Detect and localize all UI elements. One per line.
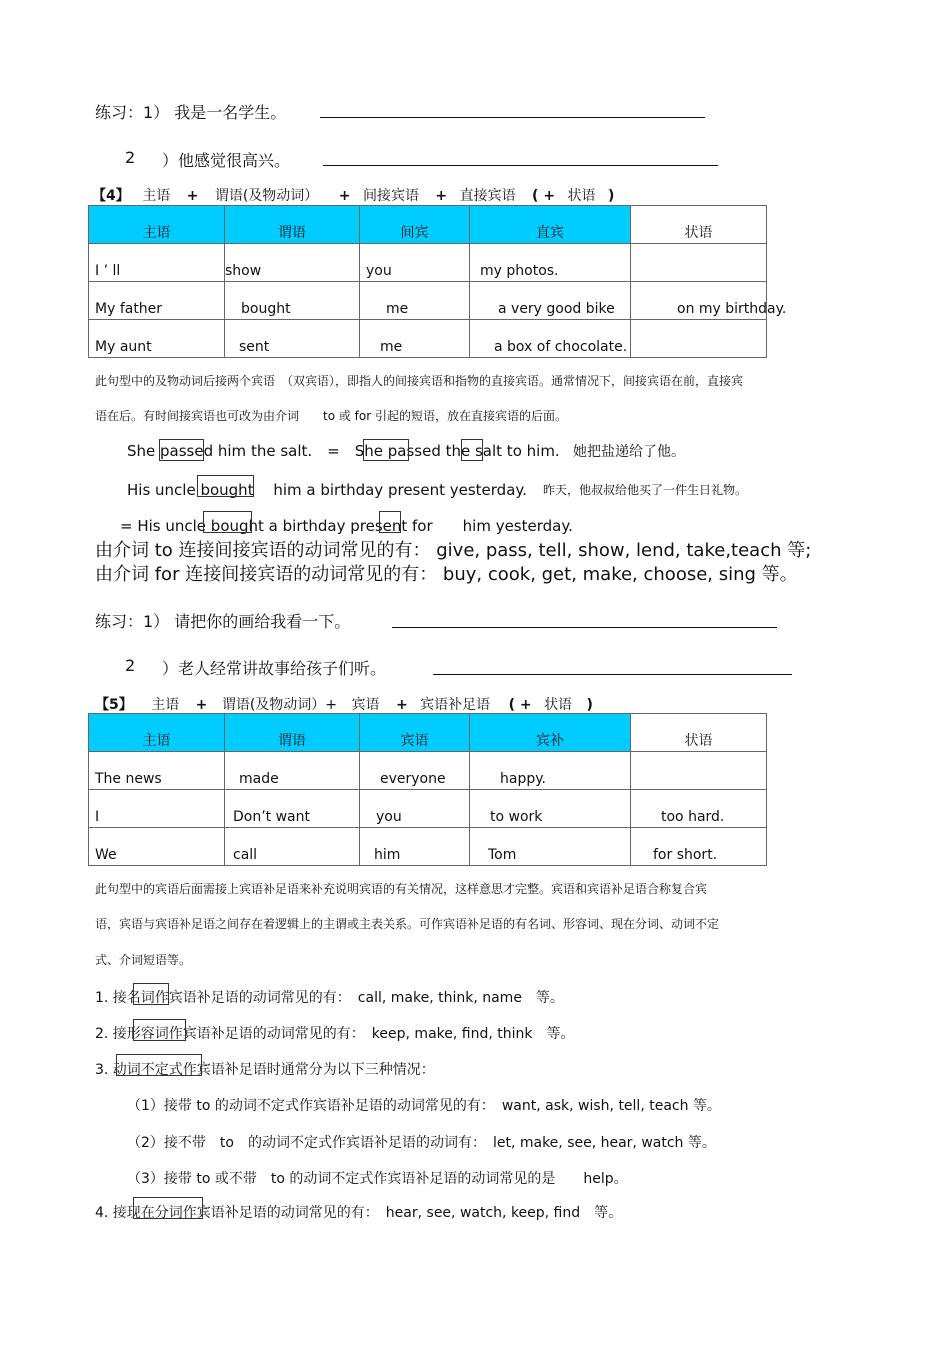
- heading-part: +: [186, 188, 199, 204]
- heading-part: 宾语: [351, 697, 380, 713]
- pattern-5-description-line: 式、介词短语等。: [95, 953, 192, 967]
- table-row: [89, 752, 767, 790]
- example-sentence-b: His uncle bought him a birthday present yesterday.: [127, 481, 527, 499]
- heading-part: 谓语(及物动词）+: [221, 697, 338, 713]
- header-cell: 主语: [89, 714, 225, 752]
- heading-part: 宾语补足语: [420, 697, 491, 713]
- table-cell: My father: [89, 282, 225, 320]
- highlight-box: [133, 983, 169, 1005]
- pattern-5-description-line: 此句型中的宾语后面需接上宾语补足语来补充说明宾语的有关情况，这样意思才完整。宾语和宾语补足语合称复合宾: [95, 882, 708, 896]
- table-cell: for short.: [631, 828, 767, 866]
- table-cell: to work: [470, 790, 631, 828]
- exercise-1-question-2: ）他感觉很高兴。: [162, 151, 291, 170]
- answer-blank[interactable]: [392, 627, 777, 628]
- exercise-1-question-2-number: 2: [125, 148, 136, 167]
- pattern-5-heading: [95, 694, 593, 714]
- heading-part: 间接宾语: [362, 188, 419, 204]
- table-cell: you: [360, 790, 470, 828]
- highlight-box: [203, 511, 252, 533]
- table-cell: call: [225, 828, 360, 866]
- heading-part: 主语: [151, 697, 180, 713]
- rule-sub-item: （2）接不带 to 的动词不定式作宾语补足语的动词有： let, make, see, hear, watch 等。: [127, 1135, 716, 1151]
- heading-part: ( +: [508, 697, 532, 713]
- pattern-5-table: [88, 713, 767, 866]
- table-cell: made: [225, 752, 360, 790]
- heading-part: 【4】: [92, 188, 130, 204]
- table-cell: too hard.: [631, 790, 767, 828]
- header-cell: 谓语: [225, 206, 360, 244]
- example-sentence-b-translation: 昨天，他叔叔给他买了一件生日礼物。: [543, 483, 748, 497]
- table-cell: [631, 752, 767, 790]
- highlight-box: [159, 439, 204, 461]
- for-verb-list: 由介词 for 连接间接宾语的动词常见的有： buy, cook, get, make, choose, sing 等。: [95, 564, 798, 585]
- heading-part: 谓语(及物动词）: [214, 188, 319, 204]
- table-row: [89, 320, 767, 358]
- header-cell: 状语: [631, 714, 767, 752]
- header-cell: 谓语: [225, 714, 360, 752]
- rule-item: 1. 接名词作宾语补足语的动词常见的有： call, make, think, name 等。: [95, 990, 564, 1006]
- header-cell: 宾补: [470, 714, 631, 752]
- table-cell: My aunt: [89, 320, 225, 358]
- header-cell: 间宾: [360, 206, 470, 244]
- exercise-2-question-1: 练习：1） 请把你的画给我看一下。: [95, 612, 351, 631]
- highlight-box: [461, 439, 483, 461]
- header-cell: 宾语: [360, 714, 470, 752]
- table-cell: Don’t want: [225, 790, 360, 828]
- heading-part: 主语: [142, 188, 171, 204]
- table-row: [89, 244, 767, 282]
- pattern-4-table: [88, 205, 787, 358]
- highlight-box: [363, 439, 409, 461]
- table-header-row: [89, 714, 767, 752]
- heading-part: 状语: [544, 697, 573, 713]
- table-cell: him: [360, 828, 470, 866]
- heading-part: ): [586, 697, 593, 713]
- table-cell: The news: [89, 752, 225, 790]
- answer-blank[interactable]: [323, 165, 718, 166]
- highlight-box: [197, 475, 254, 497]
- header-cell: 状语: [631, 206, 767, 244]
- header-cell: 主语: [89, 206, 225, 244]
- example-sentence-c: = His uncle bought a birthday present for him yesterday.: [120, 517, 573, 535]
- heading-part: 直接宾语: [459, 188, 516, 204]
- table-cell: you: [360, 244, 470, 282]
- heading-part: +: [195, 697, 208, 713]
- table-cell: bought: [225, 282, 360, 320]
- table-cell: I: [89, 790, 225, 828]
- example-sentence-a-translation: 她把盐递给了他。: [573, 444, 685, 460]
- highlight-box: [133, 1197, 203, 1219]
- table-row: [89, 828, 767, 866]
- exercise-1-question-1: 练习：1） 我是一名学生。: [95, 103, 287, 122]
- exercise-2-question-2-number: 2: [125, 656, 136, 675]
- table-cell: happy.: [470, 752, 631, 790]
- table-cell: We: [89, 828, 225, 866]
- table-cell: me: [360, 282, 470, 320]
- pattern-4-description-line: 语在后。有时间接宾语也可改为由介词 to 或 for 引起的短语，放在直接宾语的后面。: [95, 409, 567, 423]
- table-cell: a very good bike: [470, 282, 631, 320]
- table-cell: everyone: [360, 752, 470, 790]
- table-cell: sent: [225, 320, 360, 358]
- table-cell: [631, 244, 767, 282]
- heading-part: 状语: [567, 188, 596, 204]
- table-cell: on my birthday.: [631, 282, 767, 320]
- exercise-2-question-2: ）老人经常讲故事给孩子们听。: [162, 659, 387, 678]
- heading-part: ): [607, 188, 615, 204]
- rule-sub-item: （3）接带 to 或不带 to 的动词不定式作宾语补足语的动词常见的是 help。: [127, 1171, 628, 1187]
- table-cell: [631, 320, 767, 358]
- rule-item: 4. 接现在分词作宾语补足语的动词常见的有： hear, see, watch, keep, find 等。: [95, 1205, 623, 1221]
- highlight-box: [133, 1019, 186, 1041]
- table-header-row: [89, 206, 767, 244]
- table-cell: my photos.: [470, 244, 631, 282]
- highlight-box: [379, 511, 401, 533]
- heading-part: +: [338, 188, 351, 204]
- answer-blank[interactable]: [320, 117, 705, 118]
- to-verb-list: 由介词 to 连接间接宾语的动词常见的有： give, pass, tell, show, lend, take,teach 等;: [95, 540, 812, 561]
- table-cell: a box of chocolate.: [470, 320, 631, 358]
- pattern-4-description-line: 此句型中的及物动词后接两个宾语 （双宾语），即指人的间接宾语和指物的直接宾语。通常情况下，间接宾语在前，直接宾: [95, 374, 744, 388]
- table-cell: me: [360, 320, 470, 358]
- heading-part: +: [435, 188, 448, 204]
- table-cell: Tom: [470, 828, 631, 866]
- table-cell: I ’ ll: [89, 244, 225, 282]
- answer-blank[interactable]: [433, 674, 792, 675]
- heading-part: 【5】: [95, 697, 133, 713]
- highlight-box: [116, 1054, 202, 1076]
- header-cell: 直宾: [470, 206, 631, 244]
- example-sentence-a: She passed him the salt. = She passed the salt to him.: [127, 442, 560, 460]
- table-row: [89, 282, 767, 320]
- table-cell: show: [225, 244, 360, 282]
- rule-item: 3. 动词不定式作宾语补足语时通常分为以下三种情况：: [95, 1062, 435, 1078]
- heading-part: +: [395, 697, 408, 713]
- table-row: [89, 790, 767, 828]
- rule-item: 2. 接形容词作宾语补足语的动词常见的有： keep, make, find, think 等。: [95, 1026, 575, 1042]
- pattern-5-description-line: 语，宾语与宾语补足语之间存在着逻辑上的主谓或主表关系。可作宾语补足语的有名词、形容词、现在分词、动词不定: [95, 917, 720, 931]
- heading-part: ( +: [532, 188, 556, 204]
- pattern-4-heading: [92, 185, 614, 205]
- rule-sub-item: （1）接带 to 的动词不定式作宾语补足语的动词常见的有： want, ask, wish, tell, teach 等。: [127, 1098, 721, 1114]
